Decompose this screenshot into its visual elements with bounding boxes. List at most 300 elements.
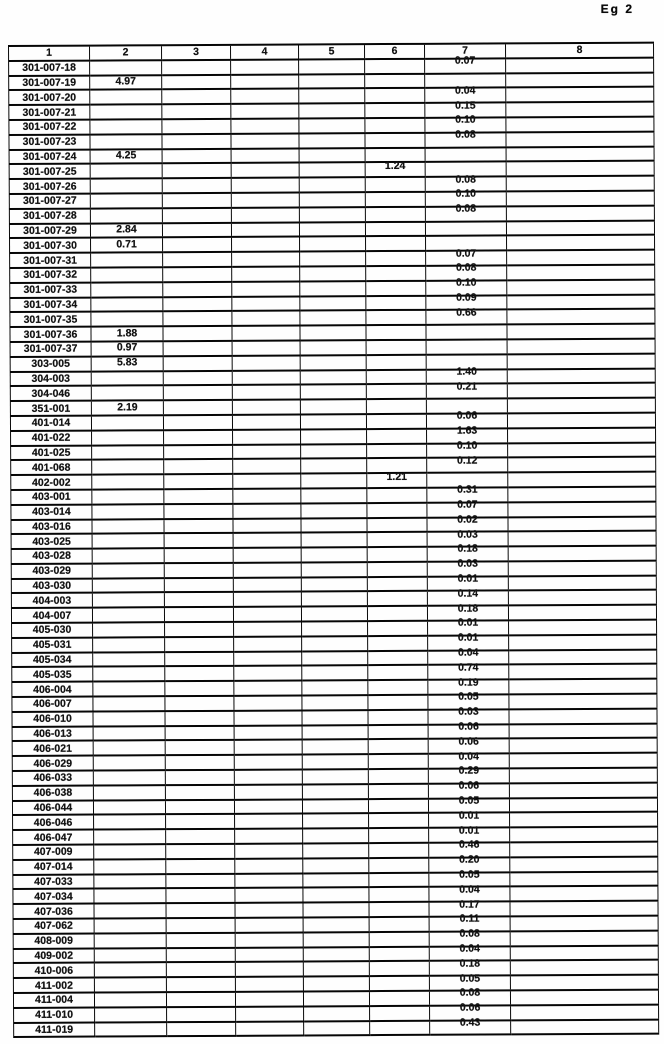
- row-id-cell: [12, 652, 93, 667]
- value-cell: [506, 191, 654, 207]
- value-cell: [232, 296, 300, 311]
- value-cell: [301, 532, 367, 547]
- value-cell: [165, 770, 234, 785]
- value-cell: [91, 400, 163, 415]
- value-cell: [235, 888, 303, 903]
- cell-value: 0.97: [116, 341, 138, 354]
- value-cell: [299, 74, 365, 89]
- row-id-cell: [11, 593, 92, 608]
- cell-value: 0.71: [116, 238, 137, 251]
- value-cell: [367, 547, 427, 562]
- data-table: [8, 42, 659, 1039]
- value-cell: [164, 504, 233, 519]
- cell-value: 0.02: [457, 513, 478, 526]
- value-cell: [302, 666, 368, 681]
- value-cell: [426, 325, 507, 340]
- value-cell: [162, 134, 231, 149]
- value-cell: [92, 489, 164, 504]
- value-cell: [165, 755, 234, 770]
- value-cell: [299, 207, 365, 222]
- cell-value: 0.10: [455, 187, 477, 201]
- value-cell: [90, 223, 162, 238]
- value-cell: [508, 427, 656, 443]
- row-id-cell: [12, 623, 93, 638]
- value-cell: [234, 755, 302, 770]
- value-cell: [94, 977, 166, 992]
- cell-value: 0.01: [458, 809, 480, 822]
- value-cell: [365, 221, 425, 236]
- value-cell: [302, 784, 368, 799]
- row-id-cell: [11, 460, 92, 475]
- value-cell: [368, 769, 428, 784]
- value-cell: [426, 380, 507, 399]
- value-cell: [232, 370, 300, 385]
- row-id-cell: [10, 327, 91, 342]
- value-cell: [507, 413, 655, 429]
- cell-value: 0.04: [459, 942, 480, 955]
- value-cell: [95, 1007, 167, 1022]
- value-cell: [234, 651, 302, 666]
- value-cell: [235, 843, 303, 858]
- value-cell: [509, 694, 657, 710]
- value-cell: [301, 444, 367, 459]
- value-cell: [510, 856, 658, 872]
- value-cell: [302, 740, 368, 755]
- value-cell: [507, 309, 655, 325]
- value-cell: [507, 294, 655, 310]
- value-cell: [165, 681, 234, 696]
- value-cell: [508, 590, 656, 606]
- row-id-cell: [9, 120, 90, 135]
- row-id-cell: [13, 859, 94, 874]
- row-id: 401-068: [31, 461, 71, 474]
- row-id-cell: [13, 978, 94, 993]
- value-cell: [91, 386, 163, 401]
- cell-value: 0.05: [459, 868, 480, 881]
- row-id-cell: [11, 549, 92, 564]
- value-cell: [94, 948, 166, 963]
- row-id-cell: [13, 830, 94, 845]
- value-cell: [301, 592, 367, 607]
- value-cell: [166, 844, 235, 859]
- value-cell: [506, 72, 654, 88]
- value-cell: [366, 251, 426, 266]
- value-cell: [304, 1006, 370, 1021]
- cell-value: 0.10: [456, 439, 478, 452]
- cell-value: 0.18: [457, 602, 479, 615]
- value-cell: [163, 356, 232, 371]
- value-cell: [367, 606, 427, 621]
- cell-value: 0.05: [459, 972, 481, 985]
- value-cell: [303, 843, 369, 858]
- cell-value: 0.03: [457, 528, 478, 541]
- value-cell: [166, 814, 235, 829]
- value-cell: [94, 933, 166, 948]
- cell-value: 0.74: [458, 661, 479, 674]
- value-cell: [302, 710, 368, 725]
- cell-value: 0.14: [457, 587, 479, 600]
- row-id-cell: [9, 75, 90, 90]
- value-cell: [426, 339, 507, 354]
- value-cell: [508, 472, 656, 488]
- row-id: 301-007-36: [23, 328, 78, 341]
- value-cell: [92, 504, 164, 519]
- row-id: 403-014: [32, 505, 71, 518]
- value-cell: [92, 445, 164, 460]
- value-cell: [302, 799, 368, 814]
- value-cell: [367, 532, 427, 547]
- row-id-cell: [13, 993, 94, 1008]
- value-cell: [303, 962, 369, 977]
- cell-value: 1.63: [456, 424, 478, 437]
- value-cell: [368, 621, 428, 636]
- row-id: 406-021: [33, 742, 72, 755]
- value-cell: [166, 977, 235, 992]
- value-cell: [300, 236, 366, 251]
- cell-value: 0.15: [455, 99, 476, 112]
- row-id: 406-007: [33, 698, 72, 711]
- row-id: 301-007-29: [23, 224, 77, 237]
- value-cell: [165, 696, 234, 711]
- row-id: 406-044: [33, 801, 73, 814]
- row-id-cell: [13, 933, 94, 948]
- value-cell: [162, 89, 231, 104]
- value-cell: [301, 458, 367, 473]
- value-cell: [166, 829, 235, 844]
- row-id-cell: [13, 948, 94, 963]
- value-cell: [163, 252, 232, 267]
- value-cell: [166, 933, 235, 948]
- value-cell: [301, 562, 367, 577]
- value-cell: [509, 797, 657, 813]
- value-cell: [506, 131, 654, 147]
- cell-value: 0.31: [457, 483, 478, 496]
- cell-value: 0.03: [457, 557, 478, 570]
- value-cell: [91, 252, 163, 267]
- value-cell: [90, 149, 162, 164]
- column-header-7: 7: [424, 43, 505, 58]
- value-cell: [368, 695, 428, 710]
- cell-value: 0.11: [459, 912, 480, 926]
- cell-value: 0.07: [455, 247, 477, 260]
- value-cell: [231, 178, 299, 193]
- row-id-cell: [13, 904, 94, 919]
- value-cell: [233, 459, 301, 474]
- value-cell: [509, 649, 657, 665]
- row-id-cell: [9, 164, 90, 179]
- value-cell: [369, 813, 429, 828]
- value-cell: [425, 128, 506, 147]
- value-cell: [511, 1019, 659, 1035]
- row-id-cell: [9, 134, 90, 149]
- value-cell: [508, 605, 656, 621]
- row-id: 406-033: [33, 772, 73, 785]
- row-id: 408-009: [34, 934, 73, 948]
- value-cell: [93, 785, 165, 800]
- value-cell: [166, 873, 235, 888]
- row-id: 301-007-18: [22, 61, 77, 75]
- row-id: 405-031: [32, 638, 72, 652]
- cell-value: 0.06: [458, 735, 479, 748]
- value-cell: [509, 738, 657, 754]
- row-id: 304-046: [31, 387, 71, 400]
- row-id: 404-007: [32, 609, 72, 622]
- value-cell: [368, 710, 428, 725]
- row-id-cell: [11, 430, 92, 445]
- value-cell: [506, 117, 654, 133]
- row-id-cell: [14, 1022, 95, 1037]
- value-cell: [165, 637, 234, 652]
- value-cell: [90, 164, 162, 179]
- value-cell: [367, 488, 427, 503]
- value-cell: [510, 916, 658, 932]
- value-cell: [299, 133, 365, 148]
- value-cell: [366, 384, 426, 399]
- value-cell: [164, 430, 233, 445]
- value-cell: [366, 266, 426, 281]
- table-row: [14, 1019, 659, 1037]
- value-cell: [368, 739, 428, 754]
- value-cell: [300, 296, 366, 311]
- row-id-cell: [12, 785, 93, 800]
- value-cell: [90, 193, 162, 208]
- value-cell: [232, 252, 300, 267]
- value-cell: [302, 725, 368, 740]
- value-cell: [235, 858, 303, 873]
- value-cell: [236, 1021, 304, 1036]
- value-cell: [506, 161, 654, 177]
- value-cell: [90, 60, 162, 75]
- value-cell: [234, 710, 302, 725]
- value-cell: [94, 992, 166, 1007]
- value-cell: [165, 799, 234, 814]
- row-id-cell: [9, 149, 90, 164]
- value-cell: [91, 326, 163, 341]
- value-cell: [367, 429, 427, 444]
- value-cell: [232, 311, 300, 326]
- value-cell: [299, 192, 365, 207]
- row-id: 411-010: [35, 1008, 74, 1022]
- value-cell: [506, 146, 654, 162]
- value-cell: [506, 176, 654, 192]
- cell-value: 0.66: [456, 306, 477, 319]
- value-cell: [509, 620, 657, 636]
- value-cell: [507, 353, 655, 369]
- column-header-4: 4: [231, 44, 299, 59]
- value-cell: [166, 947, 235, 962]
- value-cell: [365, 192, 425, 207]
- value-cell: [366, 236, 426, 251]
- value-cell: [233, 592, 301, 607]
- value-cell: [365, 59, 425, 74]
- value-cell: [90, 75, 162, 90]
- value-cell: [164, 444, 233, 459]
- value-cell: [303, 917, 369, 932]
- cell-value: 2.19: [117, 400, 138, 413]
- value-cell: [164, 459, 233, 474]
- value-cell: [300, 384, 366, 399]
- value-cell: [366, 355, 426, 370]
- value-cell: [232, 385, 300, 400]
- row-id: 405-030: [32, 624, 72, 637]
- table-region: [8, 42, 659, 1039]
- value-cell: [93, 711, 165, 726]
- row-id-cell: [12, 756, 93, 771]
- cell-value: 1.21: [386, 470, 408, 483]
- value-cell: [368, 636, 428, 651]
- value-cell: [93, 741, 165, 756]
- row-id: 304-003: [31, 372, 71, 385]
- row-id-cell: [13, 845, 94, 860]
- value-cell: [425, 221, 506, 236]
- cell-value: 0.10: [456, 276, 477, 289]
- cell-value: 0.10: [455, 113, 476, 127]
- value-cell: [94, 829, 166, 844]
- row-id: 301-007-32: [23, 268, 78, 282]
- value-cell: [165, 725, 234, 740]
- value-cell: [426, 306, 507, 325]
- row-id: 405-035: [32, 668, 72, 681]
- value-cell: [366, 310, 426, 325]
- row-id: 351-001: [31, 402, 71, 415]
- column-header-6: 6: [365, 44, 425, 59]
- row-id: 403-025: [32, 535, 71, 548]
- value-cell: [235, 829, 303, 844]
- value-cell: [92, 593, 164, 608]
- value-cell: [94, 918, 166, 933]
- value-cell: [234, 636, 302, 651]
- column-header-8: 8: [505, 43, 653, 59]
- value-cell: [233, 444, 301, 459]
- value-cell: [508, 531, 656, 547]
- cell-value: 0.06: [456, 409, 478, 422]
- value-cell: [92, 607, 164, 622]
- value-cell: [94, 889, 166, 904]
- value-cell: [233, 474, 301, 489]
- value-cell: [163, 267, 232, 282]
- row-id-cell: [11, 475, 92, 490]
- row-id-cell: [11, 608, 92, 623]
- row-id-cell: [12, 711, 93, 726]
- value-cell: [369, 991, 429, 1006]
- row-id-cell: [12, 726, 93, 741]
- value-cell: [231, 148, 299, 163]
- value-cell: [90, 90, 162, 105]
- value-cell: [506, 87, 654, 103]
- row-id-cell: [12, 800, 93, 815]
- row-id: 301-007-35: [23, 313, 78, 326]
- value-cell: [300, 281, 366, 296]
- row-id-cell: [11, 578, 92, 593]
- value-cell: [164, 489, 233, 504]
- row-id: 407-014: [33, 860, 73, 874]
- row-id: 401-025: [31, 446, 71, 459]
- value-cell: [91, 267, 163, 282]
- column-header-1: 1: [9, 46, 90, 61]
- row-id: 406-047: [33, 831, 73, 844]
- row-id: 405-034: [32, 653, 72, 666]
- value-cell: [163, 400, 232, 415]
- value-cell: [234, 770, 302, 785]
- value-cell: [300, 251, 366, 266]
- value-cell: [91, 297, 163, 312]
- value-cell: [167, 1021, 236, 1036]
- value-cell: [509, 768, 657, 784]
- row-id: 301-007-27: [22, 195, 77, 208]
- cell-value: 0.03: [458, 705, 479, 718]
- value-cell: [303, 814, 369, 829]
- value-cell: [234, 666, 302, 681]
- value-cell: [367, 503, 427, 518]
- value-cell: [166, 918, 235, 933]
- value-cell: [508, 561, 656, 577]
- row-id-cell: [13, 815, 94, 830]
- value-cell: [162, 163, 231, 178]
- value-cell: [92, 460, 164, 475]
- row-id: 407-062: [34, 920, 73, 933]
- value-cell: [166, 962, 235, 977]
- value-cell: [507, 265, 655, 281]
- value-cell: [369, 902, 429, 917]
- column-header-2: 2: [90, 45, 162, 60]
- value-cell: [301, 473, 367, 488]
- row-id: 301-007-37: [23, 342, 78, 356]
- value-cell: [232, 237, 300, 252]
- value-cell: [366, 281, 426, 296]
- row-id-cell: [9, 179, 90, 194]
- row-id: 409-002: [34, 949, 74, 962]
- value-cell: [94, 963, 166, 978]
- value-cell: [365, 103, 425, 118]
- cell-value: 0.29: [458, 764, 480, 778]
- value-cell: [163, 415, 232, 430]
- value-cell: [300, 310, 366, 325]
- value-cell: [365, 207, 425, 222]
- row-id: 406-046: [33, 816, 73, 829]
- value-cell: [162, 148, 231, 163]
- value-cell: [299, 89, 365, 104]
- value-cell: [303, 902, 369, 917]
- value-cell: [165, 622, 234, 637]
- value-cell: [506, 205, 654, 221]
- value-cell: [164, 474, 233, 489]
- value-cell: [506, 220, 654, 236]
- value-cell: [369, 858, 429, 873]
- value-cell: [370, 1006, 430, 1021]
- row-id-cell: [12, 682, 93, 697]
- value-cell: [368, 680, 428, 695]
- value-cell: [236, 1006, 304, 1021]
- row-id: 301-007-23: [22, 135, 77, 149]
- row-id-cell: [10, 415, 91, 430]
- value-cell: [93, 622, 165, 637]
- value-cell: [166, 903, 235, 918]
- value-cell: [234, 681, 302, 696]
- value-cell: [93, 637, 165, 652]
- value-cell: [90, 119, 162, 134]
- cell-value: 0.18: [459, 957, 481, 970]
- value-cell: [91, 341, 163, 356]
- cell-value: 0.06: [459, 1001, 481, 1014]
- row-id-cell: [13, 919, 94, 934]
- row-id: 403-028: [32, 550, 71, 563]
- value-cell: [508, 516, 656, 532]
- row-id: 301-007-21: [22, 106, 77, 119]
- value-cell: [369, 917, 429, 932]
- value-cell: [506, 57, 654, 73]
- cell-value: 5.83: [116, 356, 138, 369]
- value-cell: [91, 238, 163, 253]
